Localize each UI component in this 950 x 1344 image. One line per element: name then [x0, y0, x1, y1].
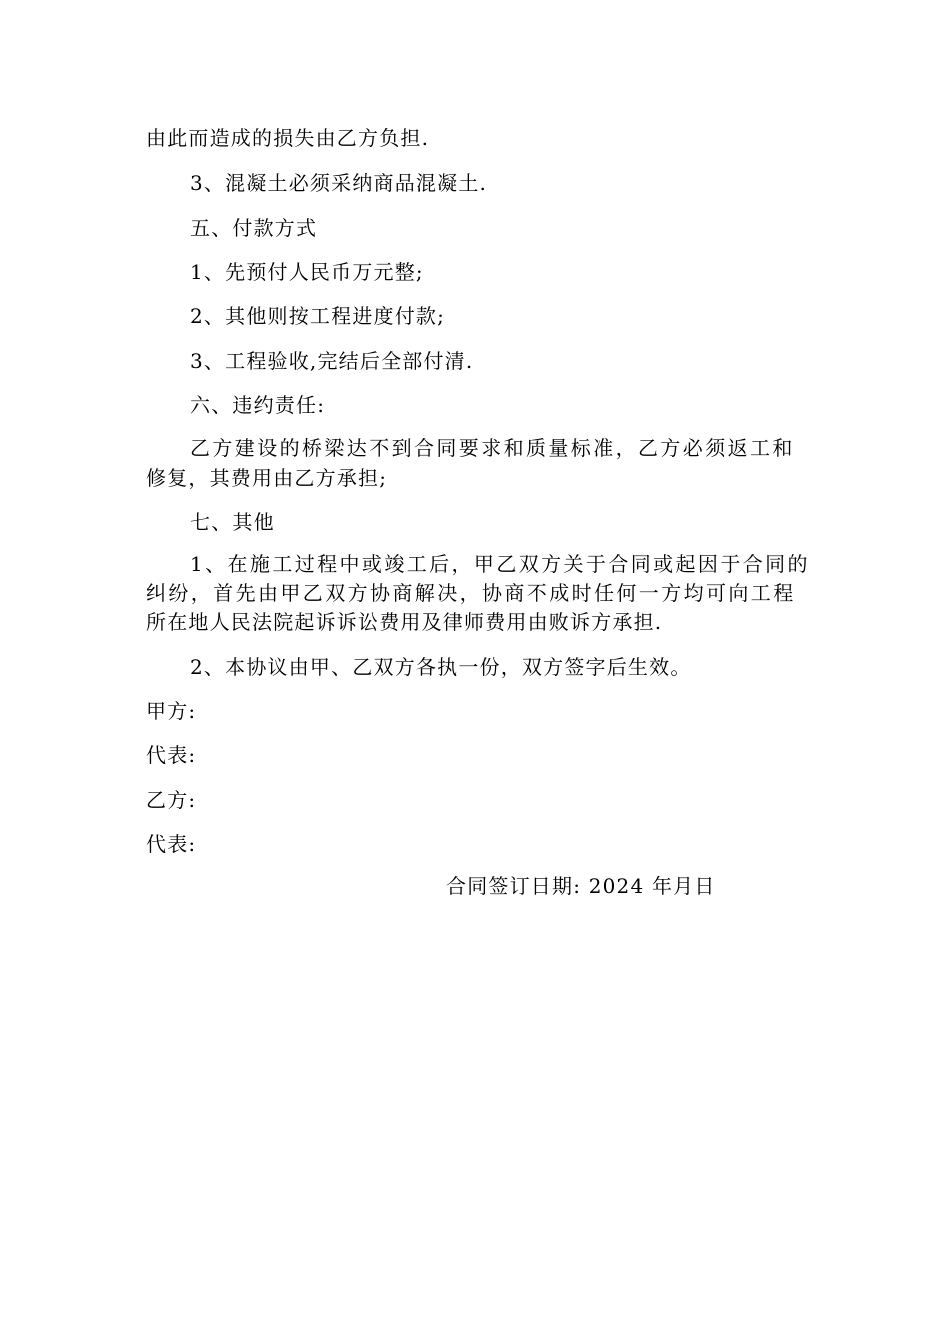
party-b-label: 乙方:	[146, 788, 197, 812]
party-b-representative-label: 代表:	[146, 832, 197, 856]
section-heading-payment: 五、付款方式	[190, 216, 318, 240]
party-a-representative-label: 代表:	[146, 743, 197, 767]
liability-paragraph-line-1: 乙方建设的桥梁达不到合同要求和质量标准，乙方必须返工和	[190, 436, 795, 460]
contract-signing-date: 合同签订日期: 2024 年月日	[446, 874, 716, 898]
paragraph-continuation: 由此而造成的损失由乙方负担.	[146, 126, 430, 150]
section-heading-liability: 六、违约责任:	[190, 393, 326, 417]
party-a-label: 甲方:	[146, 699, 197, 723]
payment-item-3: 3、工程验收,完结后全部付清.	[190, 349, 474, 373]
payment-item-1: 1、先预付人民币万元整;	[190, 260, 424, 284]
dispute-paragraph-line-1: 1、在施工过程中或竣工后，甲乙双方关于合同或起因于合同的	[190, 552, 810, 576]
agreement-effective-clause: 2、本协议由甲、乙双方各执一份，双方签字后生效。	[190, 655, 692, 679]
payment-item-2: 2、其他则按工程进度付款;	[190, 304, 446, 328]
dispute-paragraph-line-2: 纠纷，首先由甲乙双方协商解决，协商不成时任何一方均可向工程	[146, 581, 796, 605]
dispute-paragraph-line-3: 所在地人民法院起诉诉讼费用及律师费用由败诉方承担.	[146, 610, 663, 634]
liability-paragraph-line-2: 修复，其费用由乙方承担;	[146, 466, 388, 490]
section-heading-other: 七、其他	[190, 510, 275, 534]
clause-concrete: 3、混凝土必须采纳商品混凝土.	[190, 171, 488, 195]
